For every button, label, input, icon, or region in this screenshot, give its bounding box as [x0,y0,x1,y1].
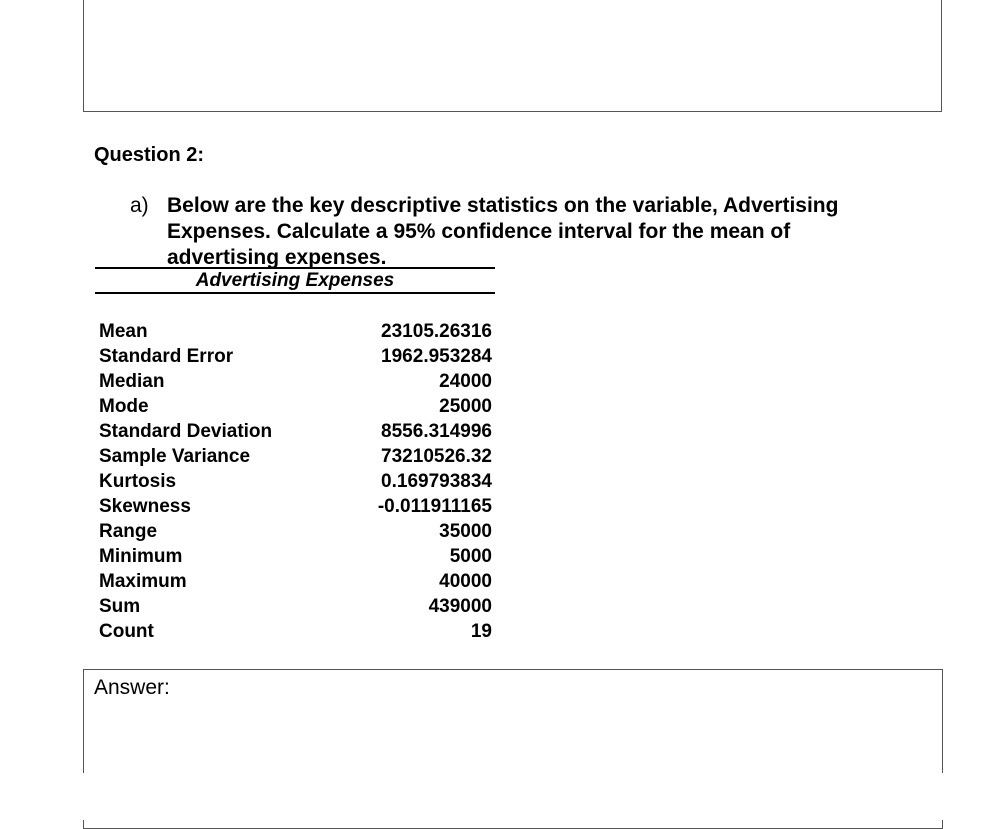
stat-value: 0.169793834 [381,471,492,492]
table-row [99,569,492,594]
descriptive-stats-table [99,319,492,644]
stat-label: Kurtosis [99,471,177,492]
table-header: Advertising Expenses [195,270,395,291]
stat-label: Count [99,621,154,642]
stat-value: -0.011911165 [377,496,492,517]
question-title: Question 2: [94,144,205,166]
stat-value: 8556.314996 [381,421,492,442]
table-row [99,319,492,344]
stat-label: Sum [99,596,141,617]
stat-value: 40000 [439,571,492,592]
stat-value: 35000 [439,521,492,542]
stat-label: Skewness [99,496,191,517]
stat-value: 1962.953284 [381,346,492,367]
stat-label: Maximum [99,571,187,592]
stat-label: Range [99,521,158,542]
table-header-rule [95,292,495,294]
stat-label: Sample Variance [99,446,251,467]
stat-value: 5000 [449,546,492,567]
stat-value: 24000 [439,371,492,392]
stat-label: Standard Deviation [99,421,273,442]
stat-value: 23105.26316 [381,321,492,342]
stat-value: 19 [470,621,492,642]
table-row [99,419,492,444]
previous-answer-box[interactable] [83,0,942,112]
stat-value: 439000 [428,596,492,617]
stat-label: Median [99,371,165,392]
stat-label: Mode [99,396,149,417]
table-row [99,369,492,394]
stat-label: Standard Error [99,346,234,367]
table-row [99,494,492,519]
table-row [99,594,492,619]
stat-label: Mean [99,321,148,342]
table-row [99,469,492,494]
stat-value: 73210526.32 [381,446,492,467]
table-row [99,619,492,644]
table-row [99,544,492,569]
table-row [99,344,492,369]
table-top-rule [95,267,495,269]
stat-label: Minimum [99,546,183,567]
part-prompt: Below are the key descriptive statistics on the variable, Advertising Expenses. Calculate a 95% confidence interval for the mean of advertising expenses. [167,194,839,269]
table-row [99,519,492,544]
page-bottom-cut [0,773,988,820]
table-row [99,394,492,419]
answer-label: Answer: [94,676,170,699]
stat-value: 25000 [439,396,492,417]
table-row [99,444,492,469]
part-label: a) [130,194,149,217]
